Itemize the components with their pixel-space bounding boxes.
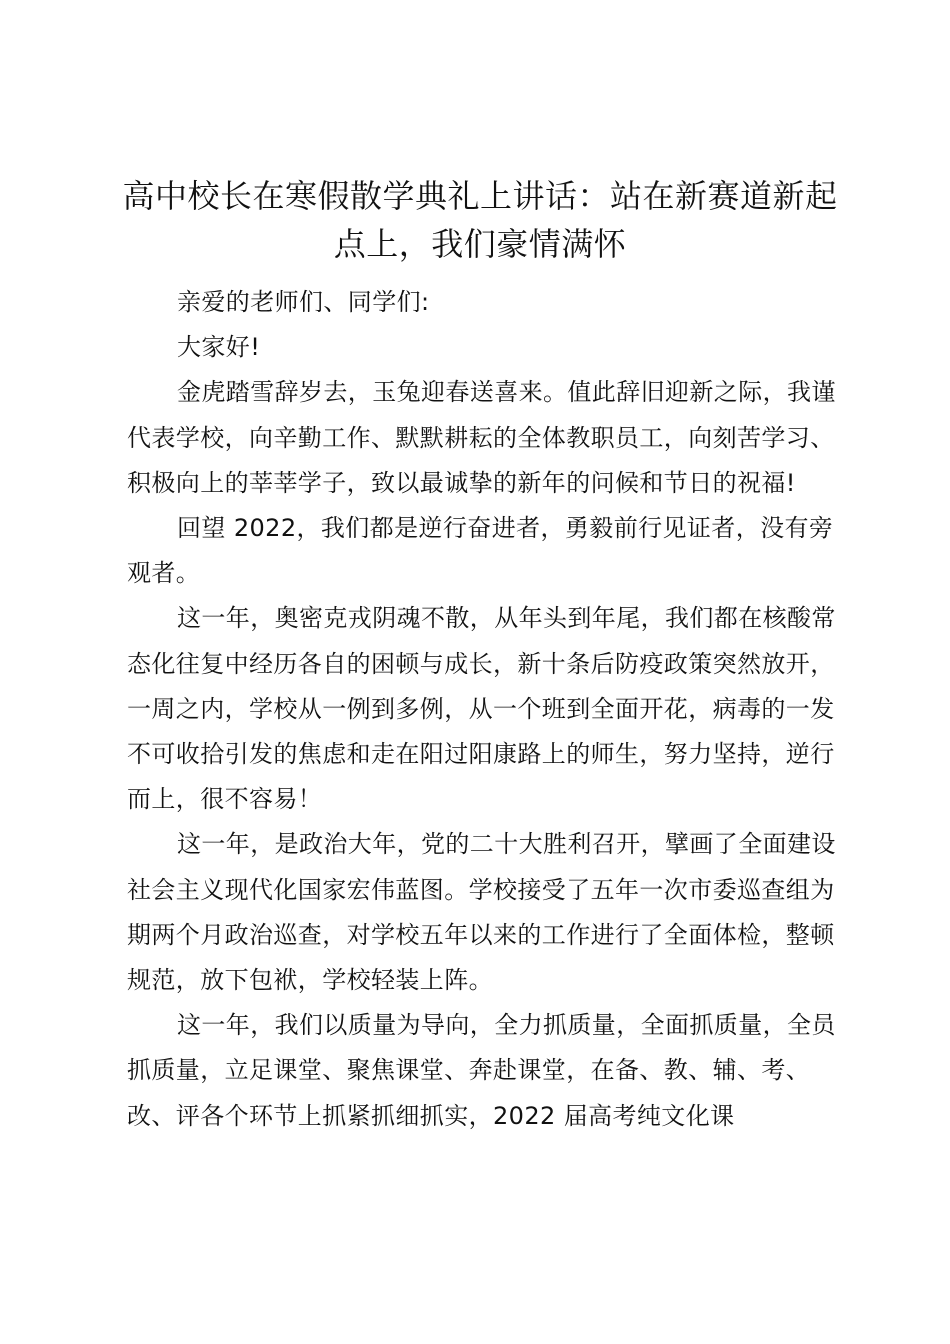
greeting: 大家好! [177, 333, 261, 362]
salutation: 亲爱的老师们、同学们: [177, 288, 430, 316]
document-body [127, 280, 839, 1139]
paragraph-epidemic: 这一年，奥密克戎阴魂不散，从年头到年尾，我们都在核酸常态化往复中经历各自的困顿与成长，新十条后防疫政策突然放开，一周之内，学校从一例到多例，从一个班到全面开花，病毒的一发不可收拾引发的焦虑和走在阳过阳康路上的师生，努力坚持，逆行而上，很不容易！ [127, 604, 836, 814]
paragraph-review-2022: 回望 2022，我们都是逆行奋进者，勇毅前行见证者，没有旁观者。 [127, 514, 834, 588]
paragraph-new-year: 金虎踏雪辞岁去，玉兔迎春送喜来。值此辞旧迎新之际，我谨代表学校，向辛勤工作、默默耕耘的全体教职员工，向刻苦学习、积极向上的莘莘学子，致以最诚挚的新年的问候和节日的祝福! [127, 378, 836, 497]
paragraph-quality: 这一年，我们以质量为导向，全力抓质量，全面抓质量，全员抓质量，立足课堂、聚焦课堂、奔赴课堂，在备、教、辅、考、改、评各个环节上抓紧抓细抓实，2022 届高考纯文化课 [127, 1011, 836, 1130]
paragraph-politics: 这一年，是政治大年，党的二十大胜利召开，擘画了全面建设社会主义现代化国家宏伟蓝图。学校接受了五年一次市委巡查组为期两个月政治巡查，对学校五年以来的工作进行了全面体检，整顿规范，放下包袱，学校轻装上阵。 [127, 830, 836, 995]
document-title: 高中校长在寒假散学典礼上讲话：站在新赛道新起点上，我们豪情满怀 [122, 177, 838, 263]
